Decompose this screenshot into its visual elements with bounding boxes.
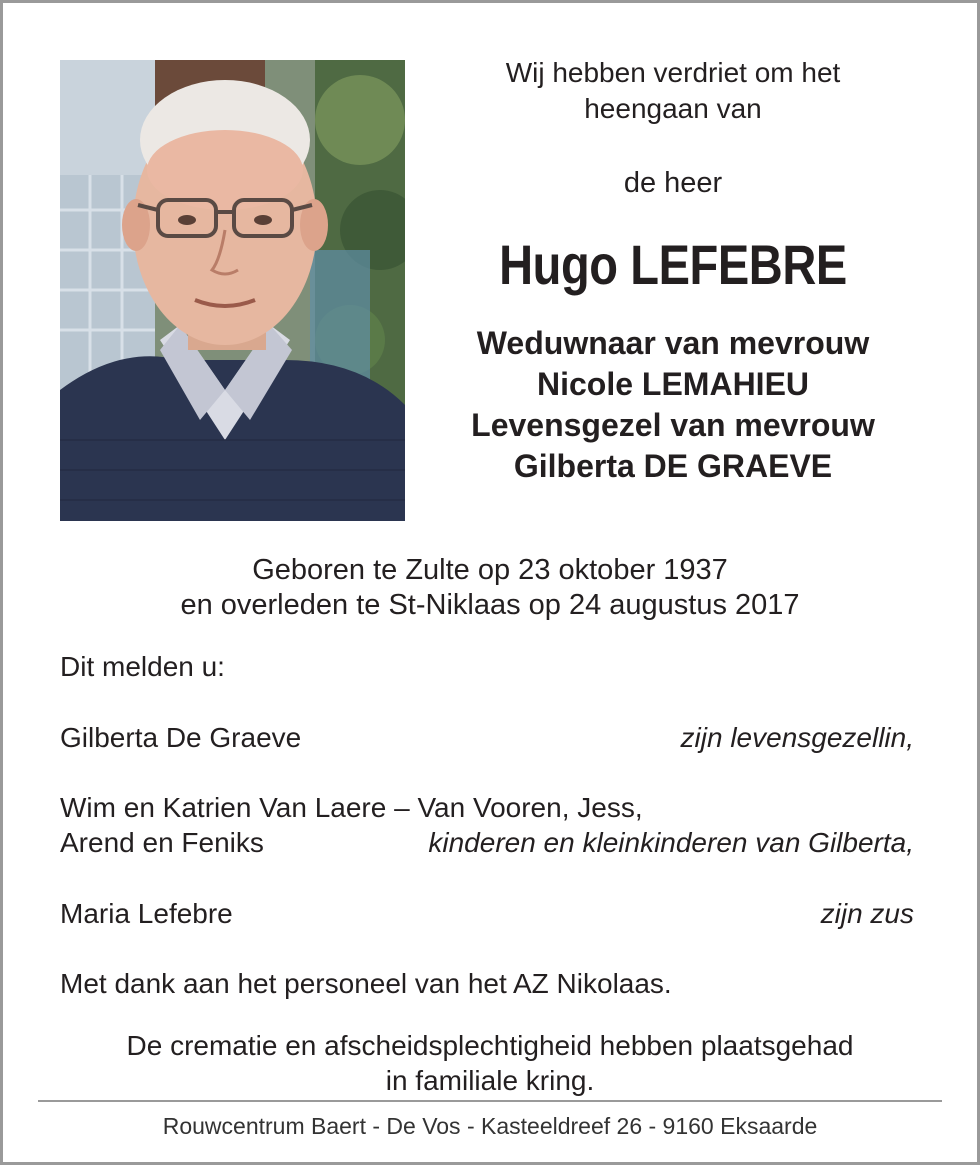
funeral-home-footer: Rouwcentrum Baert - De Vos - Kasteeldreef 26 - 9160 Eksaarde (162, 1113, 818, 1139)
birth-line: Geboren te Zulte op 23 oktober 1937 (252, 554, 728, 586)
relation-line: Levensgezel van mevrouw (471, 407, 875, 443)
thanks-line: Met dank aan het personeel van het AZ Nikolaas. (60, 968, 672, 999)
announcement-heading: Dit melden u: (60, 651, 225, 682)
mourner-row (60, 790, 914, 860)
portrait-illustration (60, 60, 405, 521)
mourner-row (60, 896, 914, 931)
relations-block (433, 323, 913, 487)
mourner-role: zijn levensgezellin, (680, 722, 914, 753)
mourner-row (60, 720, 914, 755)
relation-line: Nicole LEMAHIEU (536, 366, 810, 402)
ceremony-line-2: in familiale kring. (385, 1065, 595, 1096)
mourner-names: Wim en Katrien Van Laere – Van Vooren, Jess, (60, 792, 643, 823)
death-line: en overleden te St-Niklaas op 24 augustus 2017 (180, 589, 800, 621)
intro-line-2: heengaan van (584, 93, 762, 124)
honorific: de heer (623, 167, 723, 199)
intro-line-1: Wij hebben verdriet om het (505, 57, 841, 88)
mourner-role: zijn zus (820, 898, 914, 929)
deceased-name: Hugo LEFEBRE (499, 233, 847, 296)
mourner-row-second-line (60, 825, 914, 860)
footer-divider (38, 1100, 942, 1102)
mourner-names: Arend en Feniks (60, 827, 264, 858)
relation-line: Gilberta DE GRAEVE (513, 448, 833, 484)
ceremony-line-1: De crematie en afscheidsplechtigheid hebben plaatsgehad (126, 1030, 854, 1061)
ceremony-note (3, 1028, 977, 1098)
mourner-role: kinderen en kleinkinderen van Gilberta, (428, 827, 914, 858)
mourner-names: Maria Lefebre (60, 898, 233, 929)
relation-line: Weduwnaar van mevrouw (476, 325, 870, 361)
announcement-header (433, 55, 913, 487)
mourner-names: Gilberta De Graeve (60, 722, 302, 753)
portrait-photo (60, 60, 405, 521)
life-dates (3, 553, 977, 623)
